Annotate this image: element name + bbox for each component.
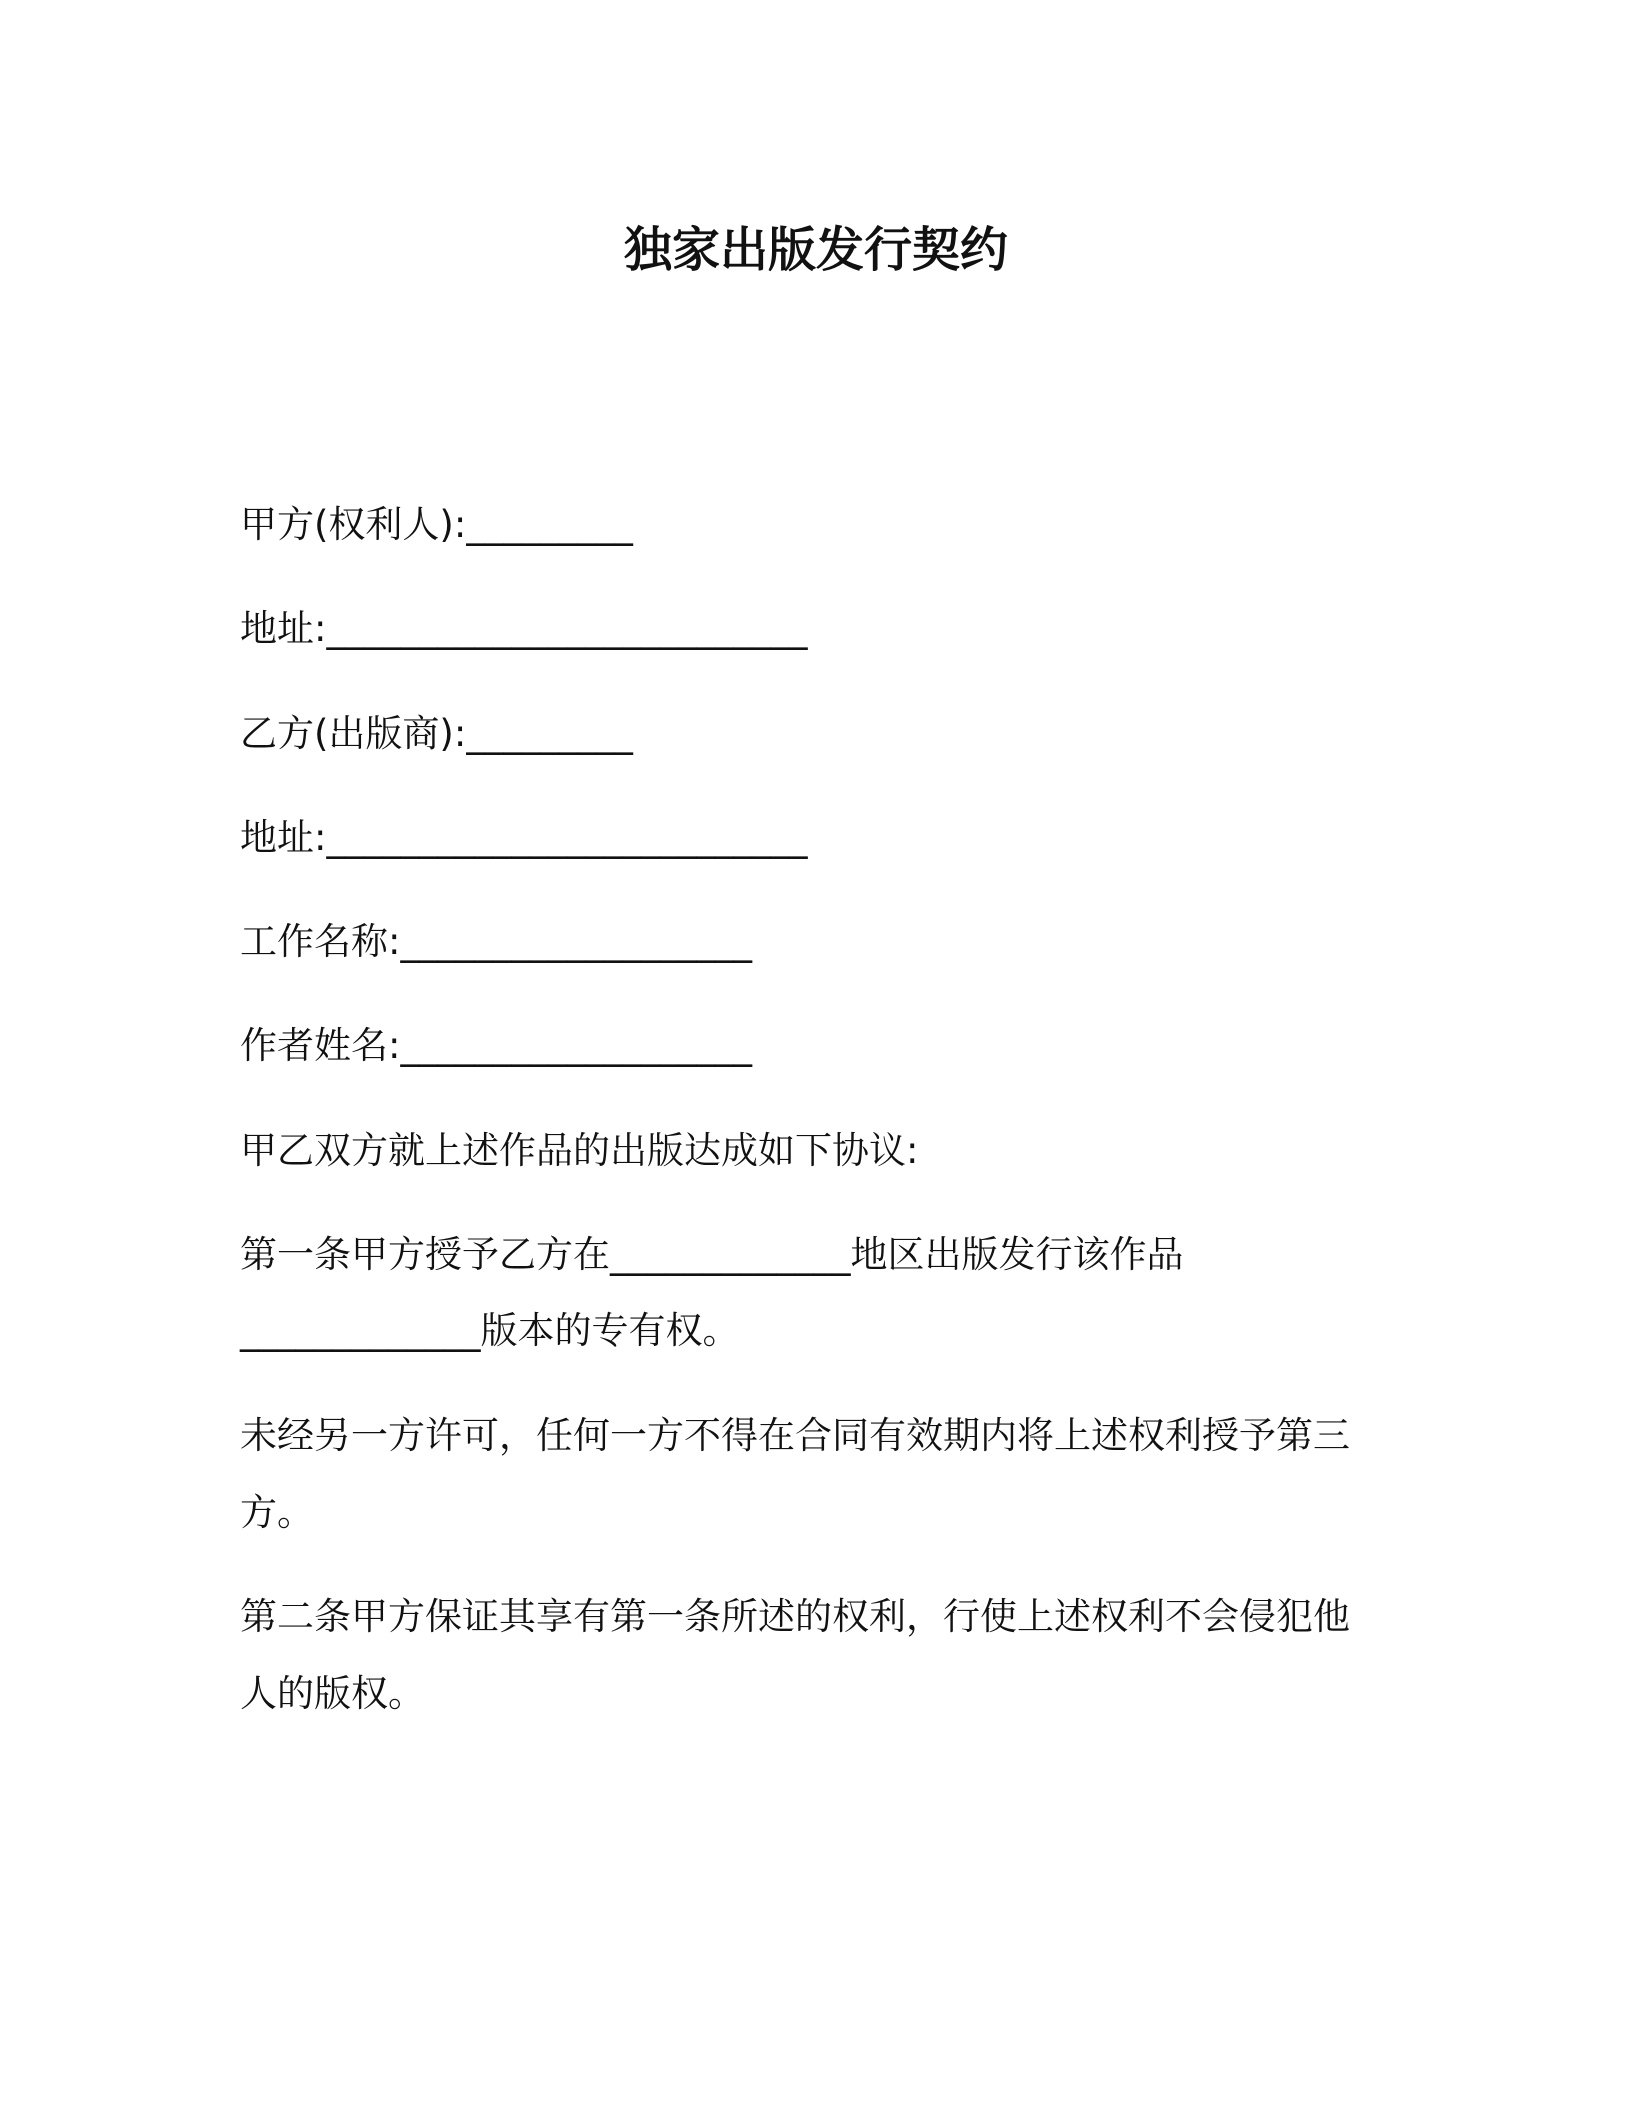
party-b-address-field: 地址:__________________________ <box>240 816 808 859</box>
article-1-line-1: 第一条甲方授予乙方在_____________地区出版发行该作品 <box>240 1233 1184 1276</box>
article-2-line-2: 人的版权。 <box>240 1672 425 1715</box>
article-1-note-line-1: 未经另一方许可，任何一方不得在合同有效期内将上述权利授予第三 <box>240 1414 1350 1457</box>
author-name-field: 作者姓名:___________________ <box>240 1024 752 1067</box>
agreement-intro: 甲乙双方就上述作品的出版达成如下协议: <box>240 1129 919 1172</box>
article-2-line-1: 第二条甲方保证其享有第一条所述的权利，行使上述权利不会侵犯他 <box>240 1595 1350 1638</box>
article-1-note-line-2: 方。 <box>240 1491 314 1534</box>
document-title: 独家出版发行契约 <box>623 222 1008 278</box>
article-1-line-2: _____________版本的专有权。 <box>240 1309 740 1352</box>
work-title-field: 工作名称:___________________ <box>240 920 752 963</box>
party-b-field: 乙方(出版商):_________ <box>240 712 633 755</box>
party-a-address-field: 地址:__________________________ <box>240 607 808 650</box>
party-a-field: 甲方(权利人):_________ <box>240 503 633 546</box>
